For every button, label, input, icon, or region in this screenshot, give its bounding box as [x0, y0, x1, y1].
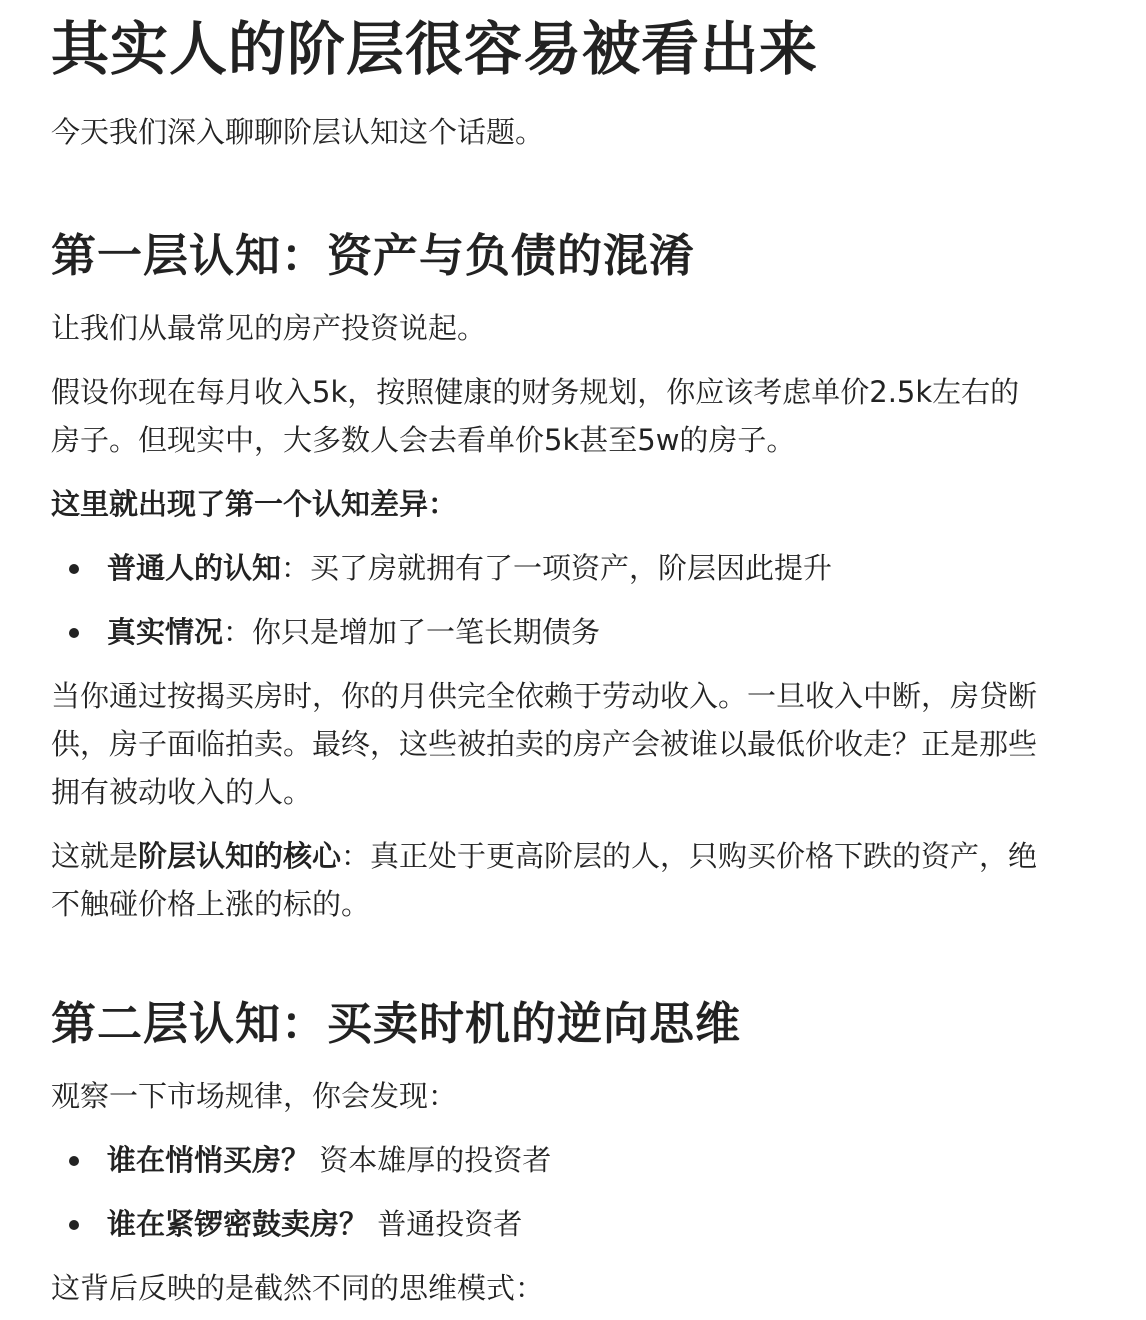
- section-1-lead: [51, 480, 1046, 528]
- paragraph-4-emphasis: 阶层认知的核心: [138, 839, 342, 873]
- article-title: 其实人的阶层很容易被看出来: [51, 15, 819, 83]
- section-2-paragraph-1: 观察一下市场规律，你会发现：: [51, 1079, 458, 1113]
- list-item-term: 谁在紧锣密鼓卖房？: [107, 1207, 369, 1241]
- list-item-term: 普通人的认知: [107, 551, 282, 585]
- section-1-paragraph-1: 让我们从最常见的房产投资说起。: [51, 311, 487, 345]
- list-item-separator: ：: [281, 551, 311, 585]
- section-1-paragraph-4: [51, 832, 1046, 928]
- section-1-paragraph-3: 当你通过按揭买房时，你的月供完全依赖于劳动收入。一旦收入中断，房贷断供，房子面临拍卖。最终，这些被拍卖的房产会被谁以最低价收走？正是那些拥有被动收入的人。: [51, 679, 1038, 809]
- section-2-paragraph-2: 这背后反映的是截然不同的思维模式：: [51, 1271, 545, 1305]
- section-1-paragraph-2: 假设你现在每月收入5k，按照健康的财务规划，你应该考虑单价2.5k左右的房子。但现实中，大多数人会去看单价5k甚至5w的房子。: [51, 375, 1020, 457]
- section-2-list: [51, 1136, 1046, 1248]
- list-item-term: 真实情况: [107, 615, 224, 649]
- list-item: [51, 1200, 1046, 1248]
- list-item: [51, 1136, 1046, 1184]
- intro-paragraph: 今天我们深入聊聊阶层认知这个话题。: [51, 115, 545, 149]
- section-1-lead-text: 这里就出现了第一个认知差异：: [51, 487, 458, 521]
- list-item-separator: ：: [223, 615, 253, 649]
- list-item-text: 普通投资者: [377, 1207, 523, 1241]
- list-item-text: 资本雄厚的投资者: [319, 1143, 552, 1177]
- list-item: [51, 608, 1046, 656]
- list-item-text: 你只是增加了一笔长期债务: [252, 615, 601, 649]
- paragraph-4-prefix: 这就是: [51, 839, 139, 873]
- list-item: [51, 544, 1046, 592]
- list-item-text: 买了房就拥有了一项资产，阶层因此提升: [310, 551, 833, 585]
- paragraph-4-suffix: ：真正处于更高阶层的人，只购买价格下跌的资产，绝不触碰价格上涨的标的。: [51, 839, 1038, 921]
- section-1-list: [51, 544, 1046, 656]
- section-2-heading: 第二层认知：买卖时机的逆向思维: [51, 997, 742, 1050]
- section-1-heading: 第一层认知：资产与负债的混淆: [51, 229, 696, 282]
- list-item-term: 谁在悄悄买房？: [107, 1143, 311, 1177]
